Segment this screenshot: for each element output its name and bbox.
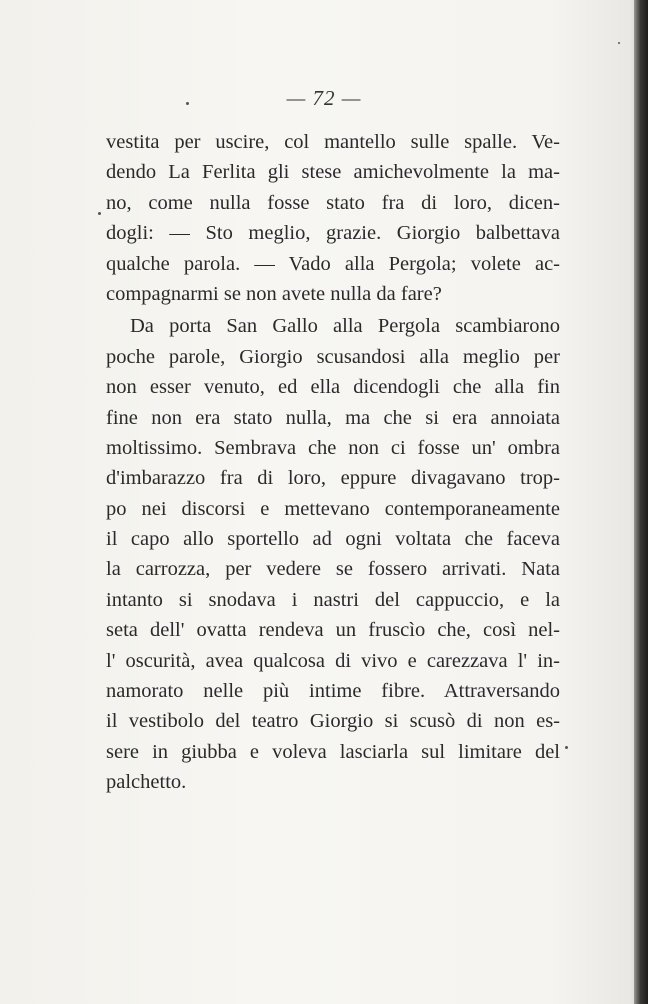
page-number: — 72 —	[286, 86, 362, 110]
text-line: namorato nelle più intime fibre. Attraversando	[106, 680, 560, 703]
text-line: seta dell' ovatta rendeva un fruscìo che, così nel-	[106, 619, 560, 642]
paper-speck	[98, 212, 101, 215]
text-line: Da porta San Gallo alla Pergola scambiarono	[130, 315, 560, 338]
text-line: il capo allo sportello ad ogni voltata che faceva	[106, 528, 560, 551]
text-line: vestita per uscire, col mantello sulle spalle. Ve-	[106, 131, 560, 153]
text-line: moltissimo. Sembrava che non ci fosse un' ombra	[106, 436, 560, 459]
text-line: po nei discorsi e mettevano contemporaneamente	[106, 497, 560, 520]
text-line: non esser venuto, ed ella dicendogli che alla fin	[106, 376, 560, 399]
text-line: poche parole, Giorgio scusandosi alla meglio per	[106, 345, 560, 368]
paper-speck	[618, 42, 620, 44]
text-line: intanto si snodava i nastri del cappuccio, e la	[106, 588, 560, 611]
paragraph-1	[106, 127, 560, 309]
paragraph-2	[106, 311, 560, 797]
text-line: qualche parola. — Vado alla Pergola; volete ac-	[106, 252, 560, 275]
text-line: sere in giubba e voleva lasciarla sul limitare del	[106, 740, 560, 763]
text-line: la carrozza, per vedere se fossero arrivati. Nata	[106, 558, 560, 581]
text-line: il vestibolo del teatro Giorgio si scusò di non es-	[106, 710, 560, 733]
text-line: l' oscurità, avea qualcosa di vivo e carezzava l' in-	[106, 649, 560, 672]
text-line: compagnarmi se non avete nulla da fare?	[106, 282, 442, 305]
text-line: palchetto.	[106, 771, 187, 794]
text-line: dogli: — Sto meglio, grazie. Giorgio balbettava	[106, 222, 560, 245]
body-text	[106, 127, 560, 798]
text-line: fine non era stato nulla, ma che si era annoiata	[106, 406, 560, 429]
text-line: no, come nulla fosse stato fra di loro, dicen-	[106, 191, 560, 214]
text-line: d'imbarazzo fra di loro, eppure divagavano trop-	[106, 467, 560, 490]
page-binding-edge	[634, 0, 648, 1004]
paper-speck	[565, 746, 568, 749]
text-line: dendo La Ferlita gli stese amichevolmente la ma-	[106, 161, 560, 184]
